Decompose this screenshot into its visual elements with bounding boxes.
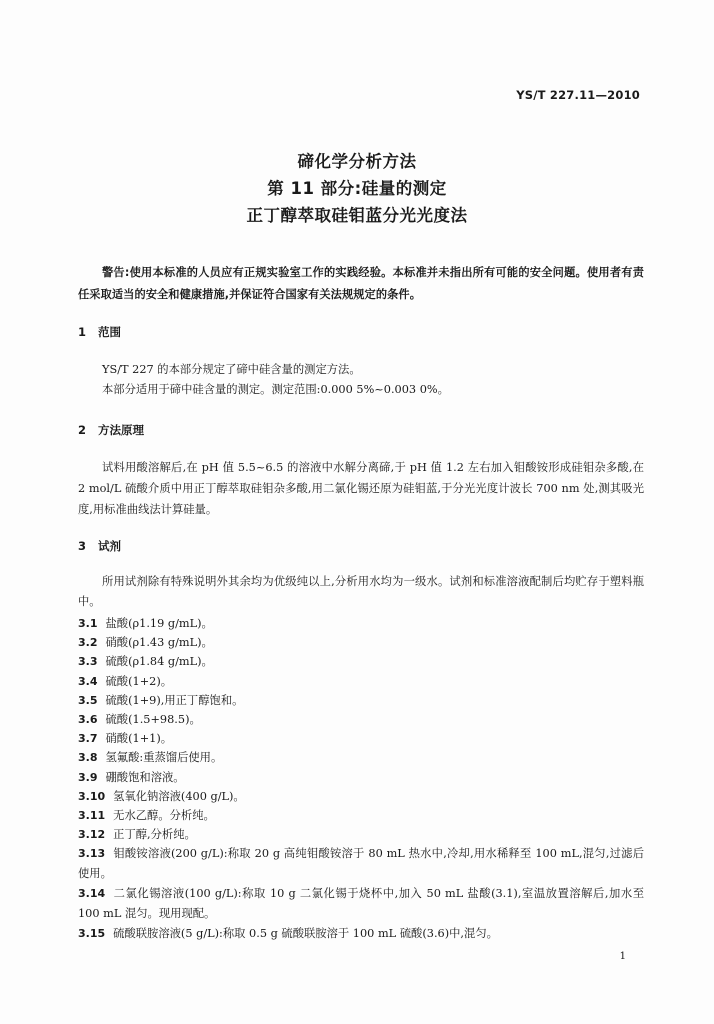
reagent-text: 二氯化锡溶液(100 g/L):称取 10 g 二氯化锡于烧杯中,加入 50 mL 盐酸(3.1),室温放置溶解后,加水至 100 mL 混匀。现用现配。 [78,887,644,921]
reagent-text: 硫酸(1+2)。 [105,674,173,688]
document-title [0,148,714,229]
reagent-item [78,884,644,924]
reagent-number: 3.6 [78,713,98,727]
section-1-heading [78,324,121,340]
reagent-number: 3.2 [78,636,98,650]
standard-code: YS/T 227.11—2010 [516,88,640,102]
reagent-item [78,924,644,943]
reagent-text: 盐酸(ρ1.19 g/mL)。 [105,617,213,630]
section-1-number: 1 [78,325,87,339]
reagent-number: 3.7 [78,732,98,746]
reagent-text: 钼酸铵溶液(200 g/L):称取 20 g 高纯钼酸铵溶于 80 mL 热水中,冷却,用水稀释至 100 mL,混匀,过滤后使用。 [78,847,644,881]
reagent-text: 氢氧化钠溶液(400 g/L)。 [113,789,245,803]
reagent-number: 3.12 [78,828,106,842]
reagent-item [78,614,644,633]
reagent-item [78,844,644,884]
reagent-number: 3.13 [78,847,106,861]
title-line-3: 正丁醇萃取硅钼蓝分光光度法 [246,206,468,225]
page-number: 1 [619,951,626,962]
reagent-item [78,633,644,652]
section-3-heading [78,538,121,554]
reagent-number: 3.5 [78,693,98,707]
title-line-1: 碲化学分析方法 [297,152,417,171]
section-1-paragraph-2: 本部分适用于碲中硅含量的测定。测定范围:0.000 5%~0.003 0%。 [102,383,449,396]
reagent-number: 3.10 [78,789,106,803]
section-2-heading [78,422,144,438]
reagent-number: 3.15 [78,927,106,941]
reagent-text: 硫酸联胺溶液(5 g/L):称取 0.5 g 硫酸联胺溶于 100 mL 硫酸(3.6)中,混匀。 [113,927,498,941]
reagent-item [78,729,644,748]
reagent-item [78,652,644,671]
section-3-title: 试剂 [98,539,121,553]
reagent-number: 3.3 [78,655,98,669]
section-3-number: 3 [78,539,87,553]
reagent-item [78,787,644,806]
reagent-item [78,806,644,825]
section-1-body [78,360,644,400]
reagent-number: 3.9 [78,770,98,784]
reagent-text: 正丁醇,分析纯。 [113,828,196,842]
reagent-list [78,614,644,944]
section-3-body [78,572,644,612]
reagent-item [78,768,644,787]
section-1-title: 范围 [98,325,121,339]
title-line-2: 第 11 部分:硅量的测定 [267,179,447,198]
reagent-number: 3.8 [78,751,98,765]
reagent-item [78,748,644,767]
reagent-text: 氢氟酸:重蒸馏后使用。 [105,751,223,765]
section-2-paragraph-1: 试料用酸溶解后,在 pH 值 5.5~6.5 的溶液中水解分离碲,于 pH 值 1.2 左右加入钼酸铵形成硅钼杂多酸,在 2 mol/L 硫酸介质中用正丁醇萃取硅钼杂多酸,用二氯化锡还原为硅钼蓝,于分光光度计波长 700 nm 处,测其吸光度,用标准曲线法计算硅量。 [78,461,644,516]
reagent-item [78,825,644,844]
section-1-paragraph-1: YS/T 227 的本部分规定了碲中硅含量的测定方法。 [102,363,361,376]
reagent-text: 无水乙醇。分析纯。 [113,809,215,823]
reagent-number: 3.4 [78,674,98,688]
reagent-number: 3.11 [78,809,106,823]
reagent-text: 硝酸(ρ1.43 g/mL)。 [105,636,213,650]
reagent-text: 硫酸(1.5+98.5)。 [105,713,201,727]
section-2-title: 方法原理 [98,423,144,437]
reagent-item [78,710,644,729]
safety-warning: 警告:使用本标准的人员应有正规实验室工作的实践经验。本标准并未指出所有可能的安全问题。使用者有责任采取适当的安全和健康措施,并保证符合国家有关法规规定的条件。 [78,266,644,301]
section-2-body [78,457,644,520]
reagent-text: 硫酸(1+9),用正丁醇饱和。 [105,693,244,707]
reagent-number: 3.1 [78,617,98,630]
reagent-item [78,672,644,691]
reagent-text: 硝酸(1+1)。 [105,732,173,746]
reagent-item [78,691,644,710]
section-3-paragraph-1: 所用试剂除有特殊说明外其余均为优级纯以上,分析用水均为一级水。试剂和标准溶液配制后均贮存于塑料瓶中。 [78,575,644,608]
reagent-number: 3.14 [78,887,106,901]
reagent-text: 硼酸饱和溶液。 [105,770,185,784]
section-2-number: 2 [78,423,87,437]
reagent-text: 硫酸(ρ1.84 g/mL)。 [105,655,213,669]
